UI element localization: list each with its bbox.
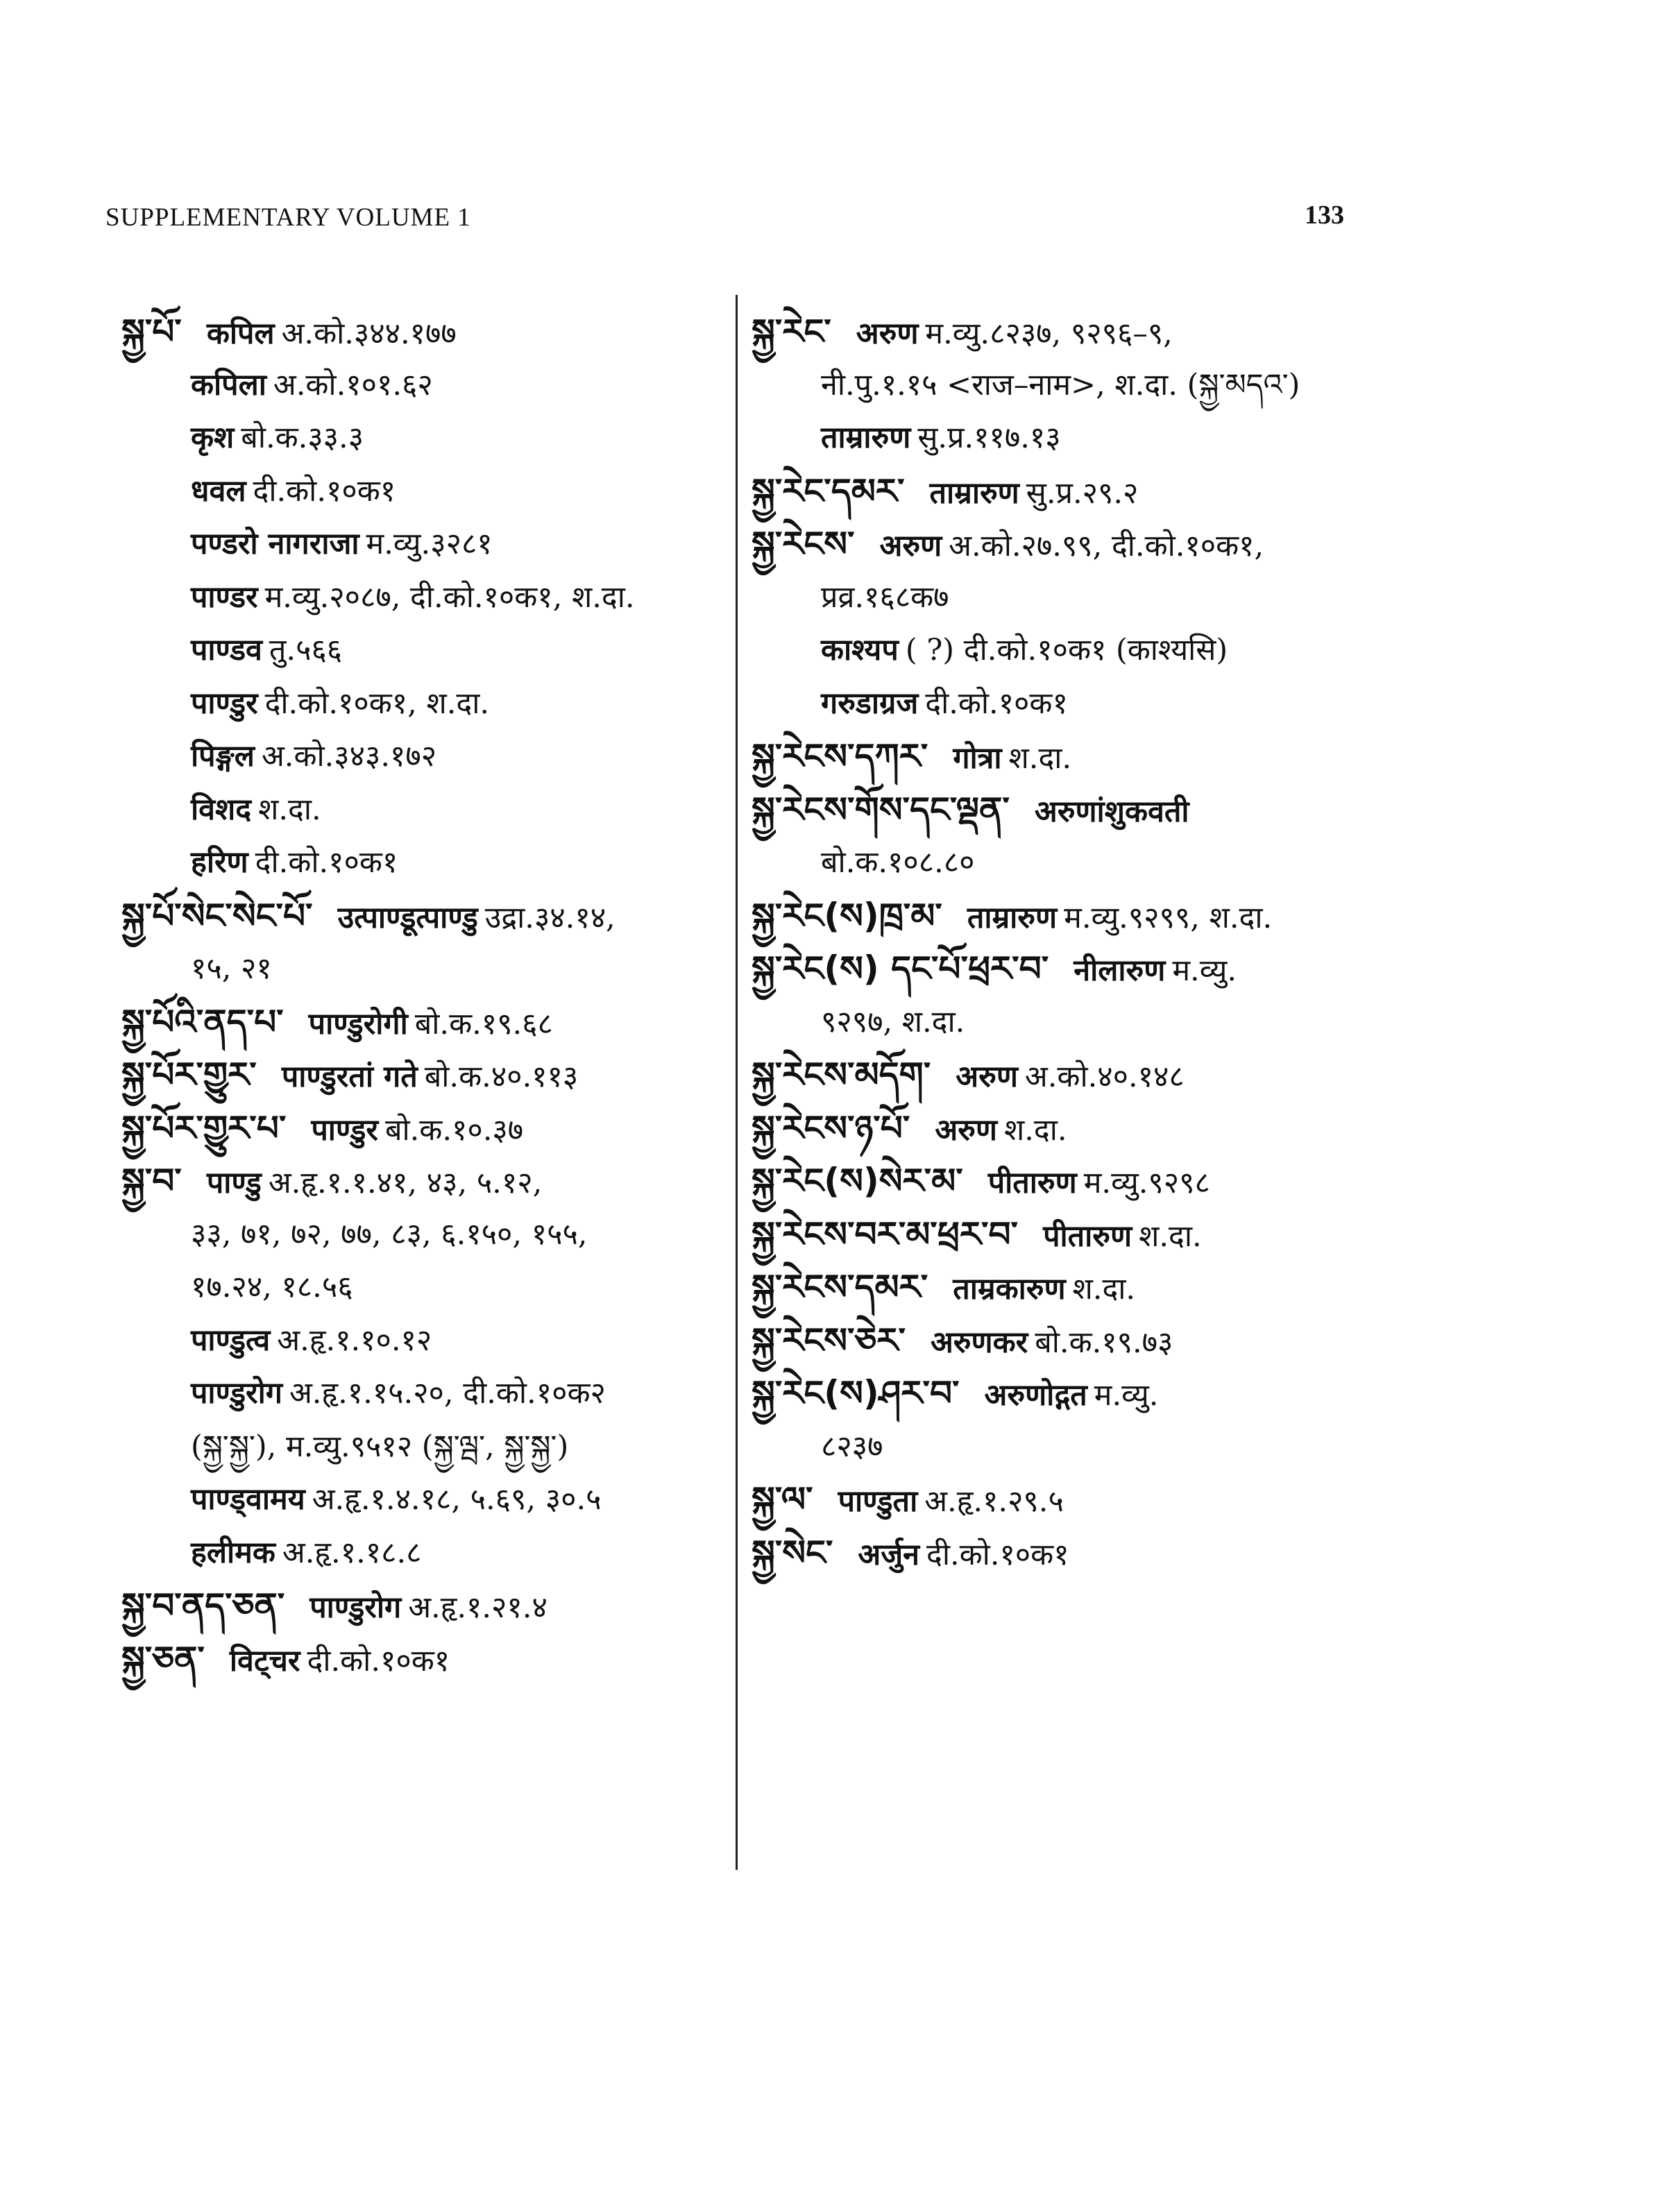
sanskrit-term: उत्पाण्डूत्पाण्डु [337, 900, 478, 935]
sanskrit-term: अरुणकर [930, 1325, 1028, 1360]
source-reference: श.दा. [1008, 741, 1072, 776]
dictionary-entry [752, 465, 1376, 518]
dictionary-entry [121, 1102, 725, 1155]
sanskrit-term: पाण्डुता [838, 1484, 918, 1519]
source-reference: दी.को.१०क१ [925, 686, 1068, 721]
sanskrit-term: कपिल [206, 316, 275, 351]
dictionary-entry [752, 1155, 1376, 1208]
page-number: 133 [1305, 201, 1344, 230]
sanskrit-term: अरुण [856, 316, 919, 351]
source-reference: दी.को.१०क१ [255, 845, 398, 880]
tibetan-headword: སྐྱ་རེང(ས)ཁྲ་མ་ [752, 895, 942, 936]
sanskrit-term: अरुण [879, 529, 942, 563]
sanskrit-term: अरुणांशुकवती [1034, 794, 1189, 829]
sanskrit-term: अरुण [935, 1112, 997, 1148]
tibetan-headword: སྐྱ་པོར་གྱུར་ [121, 1055, 257, 1095]
source-reference: १७.२४, १८.५६ [191, 1270, 353, 1304]
tibetan-headword: སྐྱ་ཅན་ [121, 1638, 205, 1679]
source-reference: नी.पु.१.१५ <राज–नाम>, श.दा. (སྐྱ་མདའ་) [821, 367, 1300, 402]
dictionary-subline [121, 1367, 725, 1420]
dictionary-subline [121, 677, 725, 731]
source-reference: दी.को.१०क१, श.दा. [264, 686, 490, 721]
sanskrit-term: हरिण [191, 845, 248, 880]
dictionary-entry [752, 890, 1376, 943]
sanskrit-term: अरुणोद्गत [984, 1378, 1087, 1413]
sanskrit-term: ताम्रारुण [929, 475, 1019, 511]
dictionary-subline [121, 465, 725, 518]
dictionary-subline [121, 836, 725, 890]
tibetan-headword: སྐྱ་རེངས་གོས་དང་ལྡན་ [752, 789, 1010, 830]
dictionary-entry [121, 1579, 725, 1633]
sanskrit-term: पाण्डुत्व [191, 1322, 271, 1358]
source-reference: सु.प्र.२९.२ [1026, 475, 1139, 511]
source-reference: श.दा. [1139, 1218, 1202, 1254]
tibetan-headword: སྐྱ་པོ་སེང་སེང་པོ་ [121, 895, 313, 936]
dictionary-subline [121, 359, 725, 412]
dictionary-subline [121, 411, 725, 465]
tibetan-headword: སྐྱ་རེངས་དཀར་ [752, 736, 928, 776]
source-reference: म.व्यु.९२९९, श.दा. [1064, 900, 1273, 935]
source-reference: ८२३७ [821, 1429, 883, 1464]
dictionary-entry [752, 305, 1376, 359]
dictionary-subline [121, 1261, 725, 1314]
dictionary-subline [752, 836, 1376, 890]
sanskrit-term: पाण्ड्वामय [191, 1482, 305, 1517]
sanskrit-term: पाण्डव [191, 633, 262, 667]
source-reference: श.दा. [258, 792, 321, 827]
dictionary-entry [752, 1473, 1376, 1526]
sanskrit-term: कपिला [191, 367, 266, 402]
sanskrit-term: धवल [191, 473, 246, 509]
dictionary-subline [121, 1208, 725, 1261]
source-reference: श.दा. [1003, 1112, 1067, 1148]
source-reference: म.व्यु. [1172, 953, 1237, 988]
sanskrit-term: पाण्डुर [191, 686, 258, 721]
source-reference: अ.को.३४३.१७२ [261, 739, 437, 774]
sanskrit-term: पाण्डुरोग [309, 1590, 402, 1625]
source-reference: अ.हृ.१.४.१८, ५.६९, ३०.५ [312, 1482, 602, 1517]
source-reference: उद्रा.३४.१४, [484, 900, 616, 935]
source-reference: ९२९७, श.दा. [821, 1004, 965, 1039]
tibetan-headword: སྐྱ་རེངས་ [752, 524, 855, 564]
dictionary-entry [121, 890, 725, 943]
source-reference: अ.को.१०१.६२ [273, 367, 433, 402]
dictionary-subline [752, 1420, 1376, 1474]
sanskrit-term: काश्यप [821, 633, 899, 667]
dictionary-entry [752, 1208, 1376, 1261]
tibetan-headword: སྐྱ་རེང་དམར་ [752, 470, 905, 511]
tibetan-headword: སྐྱ་རེངས་བར་མ་ཕྲར་བ་ [752, 1214, 1019, 1254]
tibetan-headword: སྐྱ་སེང་ [752, 1532, 833, 1573]
column-divider [736, 295, 738, 1870]
sanskrit-term: गरुडाग्रज [821, 686, 919, 721]
sanskrit-term: पाण्डर [191, 579, 258, 615]
tibetan-headword: སྐྱ་བ་ [121, 1161, 182, 1201]
dictionary-subline [121, 1420, 725, 1474]
source-reference: म.व्यु.९२९८ [1083, 1166, 1210, 1200]
dictionary-subline [121, 518, 725, 571]
source-reference: अ.को.२७.९९, दी.को.१०क१, [949, 529, 1264, 563]
dictionary-entry [752, 1314, 1376, 1368]
tibetan-headword: སྐྱ་རེང(ས)ཤར་བ་ [752, 1373, 960, 1413]
source-reference: बो.क.१९.६८ [414, 1006, 553, 1041]
dictionary-entry [752, 942, 1376, 996]
sanskrit-term: ताम्रकारुण [953, 1272, 1066, 1307]
sanskrit-term: पण्डरो नागराजा [191, 527, 359, 561]
source-reference: म.व्यु. [1094, 1378, 1159, 1413]
source-reference: १५, २१ [191, 951, 272, 986]
sanskrit-term: कृश [191, 420, 235, 455]
tibetan-headword: སྐྱ་རེང(ས)སེར་མ་ [752, 1161, 963, 1201]
source-reference: अ.हृ.१.१०.१२ [277, 1322, 432, 1358]
dictionary-entry [752, 518, 1376, 571]
dictionary-subline [752, 624, 1376, 677]
dictionary-subline [121, 942, 725, 996]
tibetan-headword: སྐྱ་པོ་ [121, 312, 182, 352]
sanskrit-term: गोत्रा [953, 741, 1002, 776]
dictionary-entry [121, 996, 725, 1049]
dictionary-entry [752, 1261, 1376, 1314]
dictionary-entry [752, 730, 1376, 783]
tibetan-headword: སྐྱ་རེང་ [752, 312, 831, 352]
dictionary-subline [121, 571, 725, 624]
dictionary-subline [121, 783, 725, 837]
source-reference: बो.क.१०८.८० [821, 845, 975, 880]
tibetan-headword: སྐྱ་པོར་གྱུར་པ་ [121, 1107, 287, 1148]
dictionary-subline [752, 411, 1376, 465]
dictionary-entry [752, 1526, 1376, 1580]
tibetan-headword: སྐྱ་རེངས་དམར་ [752, 1267, 928, 1307]
sanskrit-term: पीतारुण [987, 1166, 1077, 1200]
dictionary-entry [121, 1155, 725, 1208]
dictionary-subline [121, 1314, 725, 1368]
tibetan-headword: སྐྱ་བ་ནད་ཅན་ [121, 1585, 285, 1626]
tibetan-headword: སྐྱ་རེངས་མདོག་ [752, 1055, 931, 1095]
source-reference: बो.क.३३.३ [241, 420, 364, 455]
dictionary-subline [121, 730, 725, 783]
sanskrit-term: पीतारुण [1043, 1218, 1132, 1254]
sanskrit-term: अर्जुन [858, 1537, 919, 1572]
source-reference: अ.को.३४४.१७७ [281, 316, 457, 351]
source-reference: दी.को.१०क१ [253, 473, 396, 509]
tibetan-headword: སྐྱ་རེངས་ཅེར་ [752, 1320, 906, 1361]
right-column [752, 305, 1376, 1579]
source-reference: म.व्यु.३२८१ [366, 527, 493, 561]
source-reference: तु.५६६ [269, 633, 343, 667]
dictionary-subline [752, 359, 1376, 412]
dictionary-entry [121, 1048, 725, 1102]
source-reference: बो.क.४०.११३ [424, 1060, 579, 1094]
dictionary-subline [121, 624, 725, 677]
source-reference: अ.हृ.१.२९.५ [924, 1484, 1064, 1519]
left-column [121, 305, 725, 1685]
sanskrit-term: ताम्रारुण [821, 420, 911, 455]
dictionary-subline [121, 1473, 725, 1526]
dictionary-entry [752, 1367, 1376, 1420]
source-reference: अ.हृ.१.१८.८ [282, 1535, 422, 1570]
source-reference: अ.हृ.१.१.४१, ४३, ५.१२, [268, 1166, 543, 1200]
running-head: SUPPLEMENTARY VOLUME 1 [105, 203, 471, 232]
dictionary-entry [752, 1102, 1376, 1155]
sanskrit-term: पाण्डुर [311, 1112, 378, 1148]
dictionary-entry [121, 305, 725, 359]
source-reference: बो.क.१९.७३ [1035, 1325, 1173, 1360]
source-reference: सु.प्र.११७.१३ [917, 420, 1061, 455]
dictionary-subline [752, 677, 1376, 731]
sanskrit-term: नीलारुण [1074, 953, 1166, 988]
source-reference: श.दा. [1072, 1272, 1136, 1307]
dictionary-entry [752, 783, 1376, 837]
source-reference: ३३, ७१, ७२, ७७, ८३, ६.१५०, १५५, [191, 1216, 588, 1252]
sanskrit-term: पिङ्गल [191, 739, 255, 774]
sanskrit-term: हलीमक [191, 1535, 275, 1570]
tibetan-headword: སྐྱ་པོའི་ནད་པ་ [121, 1001, 284, 1042]
dictionary-subline [121, 1526, 725, 1580]
source-reference: अ.को.४०.१४८ [1024, 1060, 1185, 1094]
source-reference: म.व्यु.८२३७, ९२९६–९, [925, 316, 1173, 351]
source-reference: प्रव्र.१६८क७ [821, 579, 949, 615]
source-reference: ( ?) दी.को.१०क१ (काश्यसि) [905, 633, 1228, 667]
sanskrit-term: पाण्डु [206, 1166, 262, 1200]
dictionary-entry [752, 1048, 1376, 1102]
source-reference: दी.को.१०क१ [307, 1643, 450, 1678]
sanskrit-term: विट्चर [229, 1643, 300, 1678]
sanskrit-term: अरुण [956, 1060, 1018, 1094]
source-reference: अ.हृ.१.१५.२०, दी.को.१०क२ [289, 1376, 606, 1411]
source-reference: अ.हृ.१.२१.४ [408, 1590, 548, 1625]
dictionary-entry [121, 1633, 725, 1686]
dictionary-subline [752, 996, 1376, 1049]
tibetan-headword: སྐྱ་ལ་ [752, 1479, 813, 1520]
tibetan-headword: སྐྱ་རེང(ས) དང་པོ་ཕྲར་བ་ [752, 948, 1049, 989]
source-reference: (སྐྱ་སྐྱ་), म.व्यु.९५१२ (སྐྱ་ལྦ་, སྐྱ་སྐྱ་) [191, 1429, 569, 1464]
sanskrit-term: पाण्डुरतां गते [281, 1060, 418, 1094]
dictionary-subline [752, 571, 1376, 624]
source-reference: दी.को.१०क१ [926, 1537, 1069, 1572]
sanskrit-term: ताम्रारुण [967, 900, 1058, 935]
source-reference: बो.क.१०.३७ [384, 1112, 524, 1148]
source-reference: म.व्यु.२०८७, दी.को.१०क१, श.दा. [264, 579, 635, 615]
sanskrit-term: पाण्डुरोगी [308, 1006, 408, 1041]
sanskrit-term: विशद [191, 792, 252, 827]
tibetan-headword: སྐྱ་རེངས་ཉ་པོ་ [752, 1107, 910, 1148]
sanskrit-term: पाण्डुरोग [191, 1376, 282, 1411]
